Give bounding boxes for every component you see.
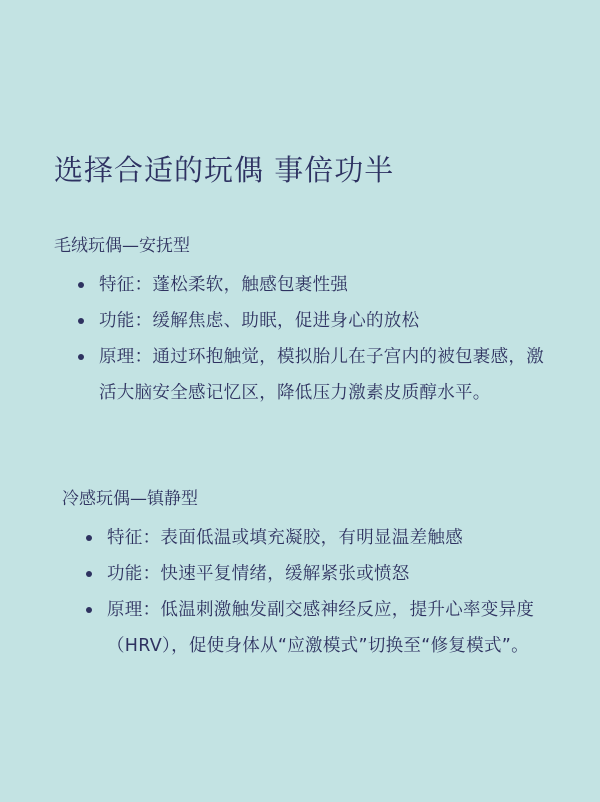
- list-item-text: 特征：表面低温或填充凝胶，有明显温差触感: [107, 528, 463, 548]
- section-cooling-doll: [62, 488, 562, 664]
- feature-list: [83, 520, 562, 664]
- section-heading: 毛绒玩偶—安抚型: [54, 236, 190, 256]
- section-plush-doll: [54, 235, 560, 411]
- list-item: [83, 520, 562, 556]
- bullet-icon: [78, 282, 84, 288]
- page-title: 选择合适的玩偶 事倍功半: [54, 153, 395, 187]
- list-item-text: 原理：低温刺激触发副交感神经反应，提升心率变异度（HRV），促使身体从“应激模式”切换至“修复模式”。: [107, 600, 535, 656]
- section-heading: 冷感玩偶—镇静型: [62, 489, 198, 509]
- list-item: [75, 303, 560, 339]
- bullet-icon: [78, 318, 84, 324]
- feature-list: [75, 267, 560, 411]
- list-item: [83, 592, 562, 664]
- bullet-icon: [78, 354, 84, 360]
- bullet-icon: [86, 607, 92, 613]
- bullet-icon: [86, 535, 92, 541]
- list-item: [75, 267, 560, 303]
- list-item: [83, 556, 562, 592]
- list-item-text: 原理：通过环抱触觉，模拟胎儿在子宫内的被包裹感，激活大脑安全感记忆区，降低压力激素皮质醇水平。: [99, 347, 544, 403]
- list-item: [75, 339, 560, 411]
- bullet-icon: [86, 571, 92, 577]
- list-item-text: 特征：蓬松柔软，触感包裹性强: [99, 275, 349, 295]
- list-item-text: 功能：快速平复情绪，缓解紧张或愤怒: [107, 564, 410, 584]
- list-item-text: 功能：缓解焦虑、助眠，促进身心的放松: [99, 311, 420, 331]
